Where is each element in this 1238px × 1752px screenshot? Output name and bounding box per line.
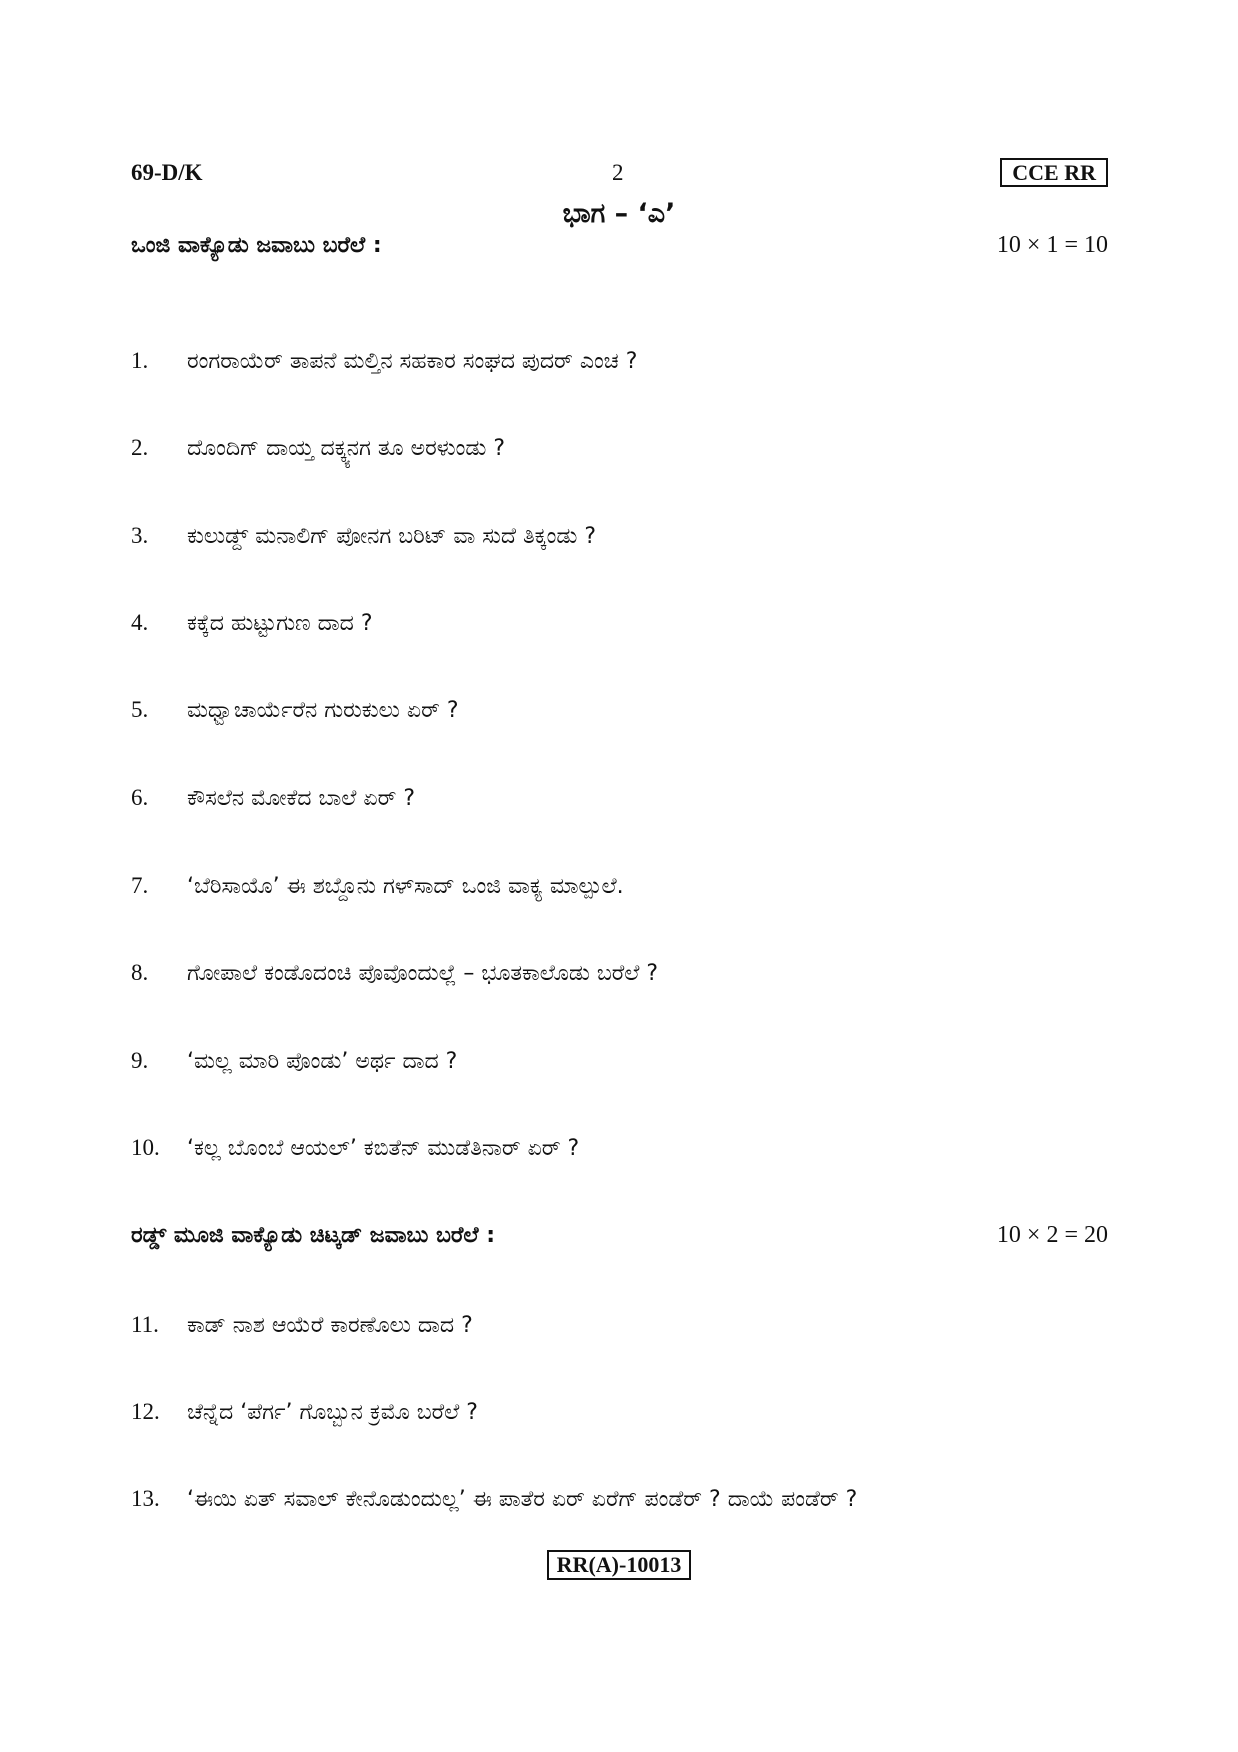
question-text: ಕಾಡ್ ನಾಶ ಆಯೆರೆ ಕಾರಣೊಲು ದಾದ ? bbox=[187, 1313, 473, 1338]
paper-code: 69-D/K bbox=[131, 160, 203, 185]
section1-instruction: ಒಂಜಿ ವಾಕ್ಯೊಡು ಜವಾಬು ಬರೆಲೆ : bbox=[131, 233, 382, 258]
question-text: ಚೆನ್ನೆದ ‘ಪೆರ್ಗ’ ಗೊಬ್ಬುನ ಕ್ರಮೊ ಬರೆಲೆ ? bbox=[187, 1400, 478, 1425]
question-text: ‘ಕಲ್ಲ ಬೊಂಬೆ ಆಯಲ್’ ಕಬಿತೆನ್ ಮುಡೆತಿನಾರ್ ಏರ್ ? bbox=[187, 1136, 580, 1161]
question-item bbox=[131, 697, 1108, 723]
section2-marks: 10 × 2 = 20 bbox=[996, 1222, 1108, 1248]
question-number: 6. bbox=[131, 785, 149, 810]
question-item bbox=[131, 1312, 1108, 1338]
question-text: ಕುಲುಡ್ದ್ ಮನಾಲಿಗ್ ಪೋನಗ ಬರಿಟ್ ವಾ ಸುದೆ ತಿಕ್ಕಂಡು ? bbox=[187, 524, 597, 549]
question-item bbox=[131, 960, 1108, 986]
footer bbox=[0, 1550, 1238, 1580]
question-number: 9. bbox=[131, 1048, 149, 1073]
page-number: 2 bbox=[612, 160, 624, 185]
question-item bbox=[131, 610, 1108, 636]
question-number: 5. bbox=[131, 697, 149, 722]
question-text: ಗೋಪಾಲೆ ಕಂಡೊದಂಚಿ ಪೊವೊಂದುಲ್ಲೆ – ಭೂತಕಾಲೊಡು ಬರೆಲೆ ? bbox=[187, 961, 659, 986]
question-number: 3. bbox=[131, 523, 149, 548]
question-number: 12. bbox=[131, 1399, 160, 1424]
section1-marks: 10 × 1 = 10 bbox=[996, 232, 1108, 258]
question-item bbox=[131, 1135, 1108, 1161]
question-item bbox=[131, 348, 1108, 374]
question-number: 13. bbox=[131, 1486, 160, 1511]
section2-instruction: ರಡ್ಡ್ ಮೂಜಿ ವಾಕ್ಯೊಡು ಚಿಟ್ಕಡ್ ಜವಾಬು ಬರೆಲೆ : bbox=[131, 1223, 496, 1248]
question-number: 11. bbox=[131, 1312, 159, 1337]
part-title: ಭಾಗ – ‘ಎ’ bbox=[562, 198, 676, 229]
question-item bbox=[131, 1486, 1108, 1512]
question-text: ‘ಬೆರಿಸಾಯೊ’ ಈ ಶಬ್ದೊನು ಗಳ್‌ಸಾದ್ ಒಂಜಿ ವಾಕ್ಯ ಮಾಲ್ಪುಲೆ. bbox=[187, 874, 624, 899]
question-item bbox=[131, 523, 1108, 549]
question-number: 4. bbox=[131, 610, 149, 635]
question-text: ಕೌಸಲೆನ ಮೋಕೆದ ಬಾಲೆ ಏರ್ ? bbox=[187, 786, 416, 811]
question-text: ‘ಈಯಿ ಏತ್ ಸವಾಲ್ ಕೇನೊಡುಂದುಲ್ಲ’ ಈ ಪಾತೆರ ಏರ್ ಏರೆಗ್ ಪಂಡೆರ್ ? ದಾಯೆ ಪಂಡೆರ್ ? bbox=[187, 1487, 858, 1512]
footer-code: RR(A)-10013 bbox=[547, 1550, 692, 1580]
question-number: 7. bbox=[131, 873, 149, 898]
question-number: 8. bbox=[131, 960, 149, 985]
question-text: ಕಕ್ಕೆದ ಹುಟ್ಟುಗುಣ ದಾದ ? bbox=[187, 611, 373, 636]
question-item bbox=[131, 1399, 1108, 1425]
question-text: ದೊಂದಿಗ್ ದಾಯ್ತ ದಕ್ಕ್ಯನಗ ತೂ ಅರಳುಂಡು ? bbox=[187, 436, 506, 461]
question-number: 2. bbox=[131, 435, 149, 460]
question-number: 1. bbox=[131, 348, 149, 373]
section1-heading bbox=[131, 232, 1108, 259]
section2-heading bbox=[131, 1222, 1108, 1249]
question-item bbox=[131, 873, 1108, 899]
question-text: ಮಧ್ವಾಚಾರ್ಯೆರೆನ ಗುರುಕುಲು ಏರ್ ? bbox=[187, 698, 459, 723]
question-number: 10. bbox=[131, 1135, 160, 1160]
question-text: ‘ಮಲ್ಲ ಮಾರಿ ಪೊಂಡು’ ಅರ್ಥ ದಾದ ? bbox=[187, 1049, 458, 1074]
question-text: ರಂಗರಾಯೆರ್ ತಾಪನೆ ಮಲ್ತಿನ ಸಹಕಾರ ಸಂಘದ ಪುದರ್ ಎಂಚ ? bbox=[187, 349, 638, 374]
question-item bbox=[131, 1048, 1108, 1074]
question-item bbox=[131, 785, 1108, 811]
question-item bbox=[131, 435, 1108, 461]
cce-badge: CCE RR bbox=[1000, 158, 1108, 187]
